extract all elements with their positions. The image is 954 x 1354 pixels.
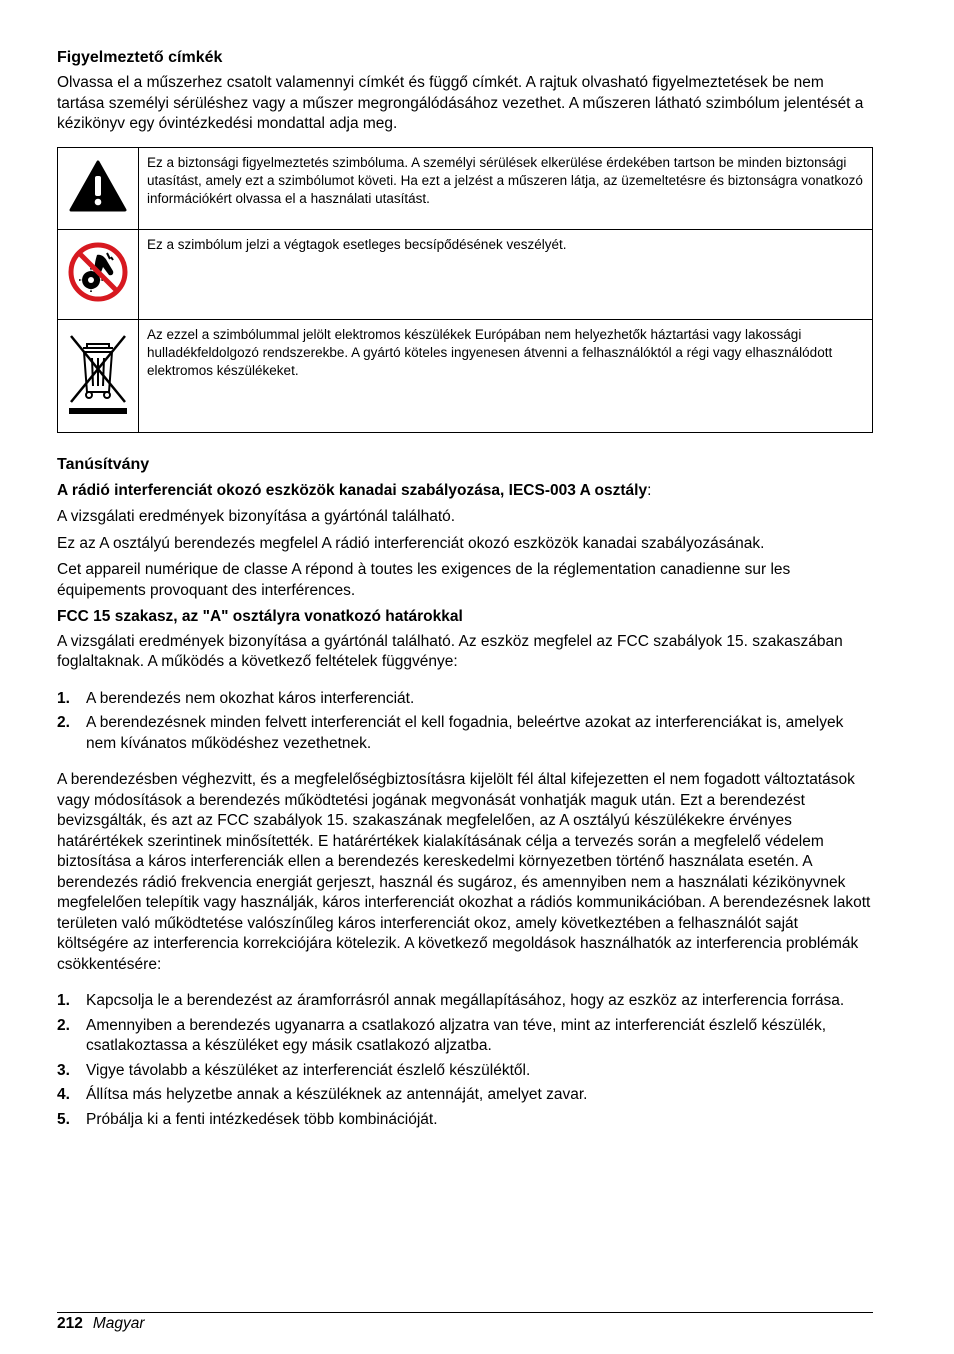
- list-text: A berendezés nem okozhat káros interferenciát.: [86, 689, 415, 707]
- section-title-warning-labels: Figyelmeztető címkék: [57, 49, 223, 66]
- list-item: [57, 1085, 873, 1106]
- canada-heading: [57, 481, 873, 502]
- list-text: Amennyiben a berendezés ugyanarra a csatlakozó aljzatra van téve, mint az interferenciát észlelő készülék, csatlakoztassa a készüléket egy másik csatlakozó aljzatba.: [86, 1016, 827, 1054]
- page-number: 212: [57, 1315, 83, 1332]
- canada-paragraph-french: Cet appareil numérique de classe A répond à toutes les exigences de la réglementation canadienne sur les équipements provoquant des interférences.: [57, 561, 791, 599]
- list-text: Állítsa más helyzetbe annak a készüléknek az antennáját, amelyet zavar.: [86, 1086, 588, 1103]
- table-row: [58, 147, 873, 229]
- canada-heading-text: A rádió interferenciát okozó eszközök kanadai szabályozása, IECS-003 A osztály: [57, 481, 648, 499]
- list-number: 1.: [57, 689, 70, 707]
- list-text: Kapcsolja le a berendezést az áramforrásról annak megállapításához, hogy az eszköz az interferencia forrása.: [86, 992, 845, 1009]
- section-title-certification: Tanúsítvány: [57, 455, 150, 473]
- list-text: Próbálja ki a fenti intézkedések több kombinációját.: [86, 1110, 438, 1128]
- pinch-hazard-icon: [67, 241, 129, 303]
- symbol-cell: [58, 229, 139, 319]
- warning-labels-intro: Olvassa el a műszerhez csatolt valamennyi címkét és függő címkét. A rajtuk olvasható figyelmeztetések be nem tartása személyi sérüléshez vagy a műszer megrongálódásához vezethet. A műszeren látható szimbólum jelentését a kézikönyv egy óvintézkedési mondattal adja meg.: [57, 74, 864, 132]
- list-number: 1.: [57, 992, 70, 1009]
- list-item: [57, 1110, 873, 1131]
- page-footer: [57, 1312, 873, 1333]
- footer-language: Magyar: [92, 1315, 145, 1332]
- list-number: 2.: [57, 714, 70, 731]
- fcc-paragraph-1: A vizsgálati eredmények bizonyítása a gyártónál található. Az eszköz megfelel az FCC szabályok 15. szakaszában foglaltaknak. A működés a következő feltételek függvénye:: [57, 632, 843, 670]
- symbol-cell: [58, 319, 139, 432]
- fcc-conditions-list: [57, 689, 873, 755]
- fcc-heading: FCC 15 szakasz, az "A" osztályra vonatkozó határokkal: [57, 608, 463, 625]
- page-content: [57, 48, 873, 1134]
- list-number: 2.: [57, 1016, 70, 1034]
- list-number: 3.: [57, 1061, 70, 1079]
- list-item: [57, 1061, 873, 1082]
- table-row: [58, 229, 873, 319]
- canada-heading-colon: :: [647, 481, 652, 499]
- warning-triangle-icon: [68, 159, 128, 213]
- symbol-table: [57, 147, 873, 433]
- interference-fix-list: [57, 991, 873, 1130]
- list-number: 4.: [57, 1086, 70, 1103]
- canada-paragraph-1: A vizsgálati eredmények bizonyítása a gyártónál található.: [57, 508, 456, 525]
- list-text: A berendezésnek minden felvett interferenciát el kell fogadnia, beleértve azokat az interferenciákat is, amelyek nem kívánatos működéshez vezethetnek.: [86, 714, 844, 752]
- list-item: [57, 1016, 873, 1057]
- list-number: 5.: [57, 1110, 70, 1128]
- symbol-description: Ez a biztonsági figyelmeztetés szimbóluma. A személyi sérülések elkerülése érdekében tartson be minden biztonsági utasítást, amely ezt a szimbólumot követi. Ha ezt a jelzést a műszeren látja, az üzemeltetésre és biztonságra vonatkozó információkért olvassa el a használati utasítást.: [139, 147, 873, 229]
- list-item: [57, 689, 873, 710]
- list-item: [57, 991, 873, 1012]
- list-text: Vigye távolabb a készüléket az interferenciát észlelő készüléktől.: [86, 1061, 531, 1079]
- fcc-paragraph-2: A berendezésben véghezvitt, és a megfelelőségbiztosításra kijelölt fél által kifejezetten el nem fogadott változtatások vagy módosítások a berendezés működtetési jogának megvonását vonhatják maguk után. Ezt a berendezést bevizsgálták, és azt az FCC szabályok 15. szakaszának megfelelően, az A osztályú készülékekre érvényes határértékek szerintinek minősítették. E határértékek kialakításának célja a tervezés során a megfelelő védelem biztosítása a káros interferenciák ellen a berendezés kereskedelmi környezetben történő használata esetén. A berendezés rádió frekvencia energiát gerjeszt, használ és sugároz, és amennyiben nem a használati kézikönyvnek megfelelően telepítik vagy használják, káros interferenciát okozhat a rádiós kommunikációban. A berendezésnek lakott területen való működtetése valószínűleg káros interferenciát okoz, amely következtében a felhasználót saját költségére az interferencia korrekciójára kötelezik. A következő megoldások használhatók az interferencia problémák csökkentésére:: [57, 771, 871, 973]
- symbol-cell: [58, 147, 139, 229]
- table-row: [58, 319, 873, 432]
- symbol-description: Ez a szimbólum jelzi a végtagok esetleges becsípődésének veszélyét.: [139, 229, 873, 319]
- list-item: [57, 713, 873, 754]
- weee-crossed-bin-icon: [65, 330, 131, 416]
- symbol-description: Az ezzel a szimbólummal jelölt elektromos készülékek Európában nem helyezhetők háztartási vagy lakossági hulladékfeldolgozó rendszerekbe. A gyártó köteles ingyenesen átvenni a felhasználóktól a régi vagy elhasználódott elektromos készülékeket.: [139, 319, 873, 432]
- canada-paragraph-2: Ez az A osztályú berendezés megfelel A rádió interferenciát okozó eszközök kanadai szabályozásának.: [57, 534, 765, 552]
